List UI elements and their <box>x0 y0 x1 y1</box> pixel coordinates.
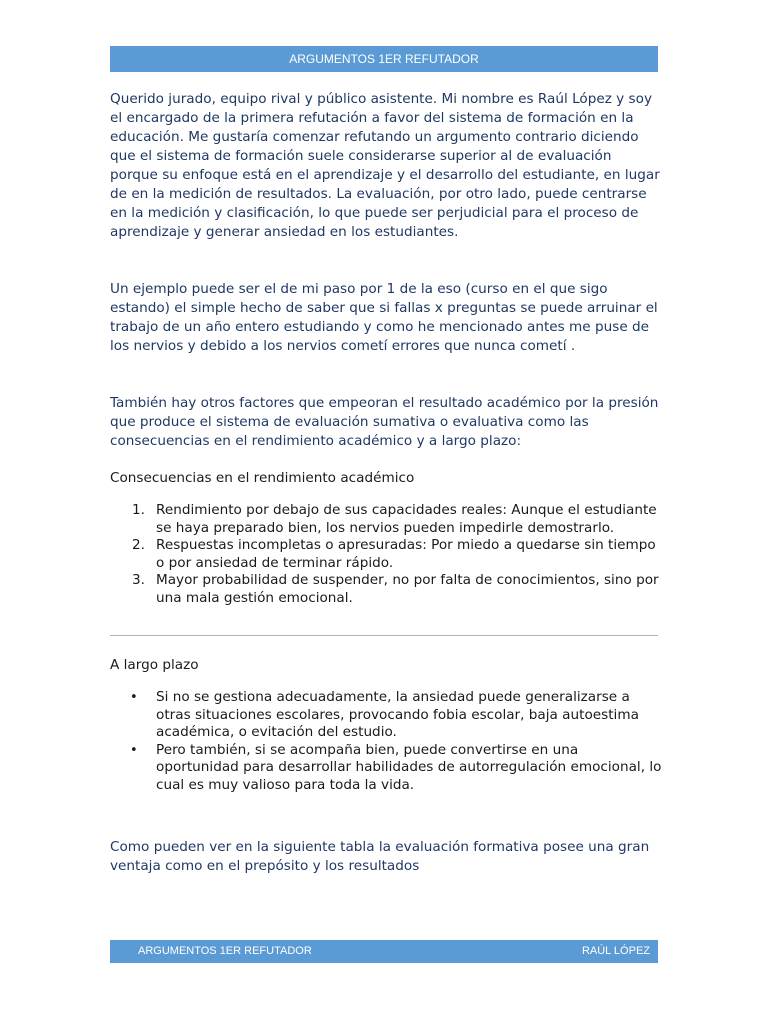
list-item <box>110 689 662 742</box>
list-item <box>110 742 662 795</box>
list-item-text: Si no se gestiona adecuadamente, la ansiedad puede generalizarse a otras situaciones escolares, provocando fobia escolar, baja autoestima académica, o evitación del estudio. <box>156 689 639 740</box>
list-item <box>110 572 662 607</box>
list-number: 1. <box>132 502 145 518</box>
header-title: ARGUMENTOS 1ER REFUTADOR <box>289 52 479 66</box>
academic-heading: Consecuencias en el rendimiento académico <box>110 470 415 486</box>
factors-paragraph: También hay otros factores que empeoran el resultado académico por la presión que produce el sistema de evaluación sumativa o evaluativa como las consecuencias en el rendimiento académico y a largo plazo: <box>110 395 659 449</box>
footer-author: RAÚL LÓPEZ <box>581 945 650 957</box>
page-header <box>110 46 658 72</box>
list-item <box>110 537 662 572</box>
list-item-text: Rendimiento por debajo de sus capacidades reales: Aunque el estudiante se haya preparado bien, los nervios pueden impedirle demostrarlo. <box>156 502 657 536</box>
long-term-heading: A largo plazo <box>110 657 199 673</box>
bullet-icon: • <box>130 742 138 758</box>
example-paragraph: Un ejemplo puede ser el de mi paso por 1 de la eso (curso en el que sigo estando) el simple hecho de saber que si fallas x preguntas se puede arruinar el trabajo de un año entero estudiando y como he mencionado antes me puse de los nervios y debido a los nervios cometí errores que nunca cometí . <box>110 281 658 354</box>
bullet-icon: • <box>130 690 138 705</box>
academic-consequences-list <box>110 502 662 607</box>
document-body <box>110 90 662 876</box>
list-number: 2. <box>132 537 145 553</box>
list-item-text: Respuestas incompletas o apresuradas: Por miedo a quedarse sin tiempo o por ansiedad de terminar rápido. <box>156 537 656 571</box>
list-item-text: Pero también, si se acompaña bien, puede convertirse en una oportunidad para desarrollar habilidades de autorregulación emocional, lo cual es muy valioso para toda la vida. <box>156 741 662 793</box>
closing-paragraph: Como pueden ver en la siguiente tabla la evaluación formativa posee una gran ventaja como en el prepósito y los resultados <box>110 839 650 874</box>
long-term-list <box>110 689 662 794</box>
list-item <box>110 502 662 537</box>
list-item-text: Mayor probabilidad de suspender, no por falta de conocimientos, sino por una mala gestión emocional. <box>156 572 659 606</box>
footer-title: ARGUMENTOS 1ER REFUTADOR <box>138 945 312 957</box>
page-footer <box>110 940 658 963</box>
section-divider <box>110 635 658 636</box>
intro-paragraph: Querido jurado, equipo rival y público asistente. Mi nombre es Raúl López y soy el encargado de la primera refutación a favor del sistema de formación en la educación. Me gustaría comenzar refutando un argumento contrario diciendo que el sistema de formación suele considerarse superior al de evaluación porque su enfoque está en el aprendizaje y el desarrollo del estudiante, en lugar de en la medición de resultados. La evaluación, por otro lado, puede centrarse en la medición y clasificación, lo que puede ser perjudicial para el proceso de aprendizaje y generar ansiedad en los estudiantes. <box>110 91 660 240</box>
list-number: 3. <box>132 572 145 588</box>
